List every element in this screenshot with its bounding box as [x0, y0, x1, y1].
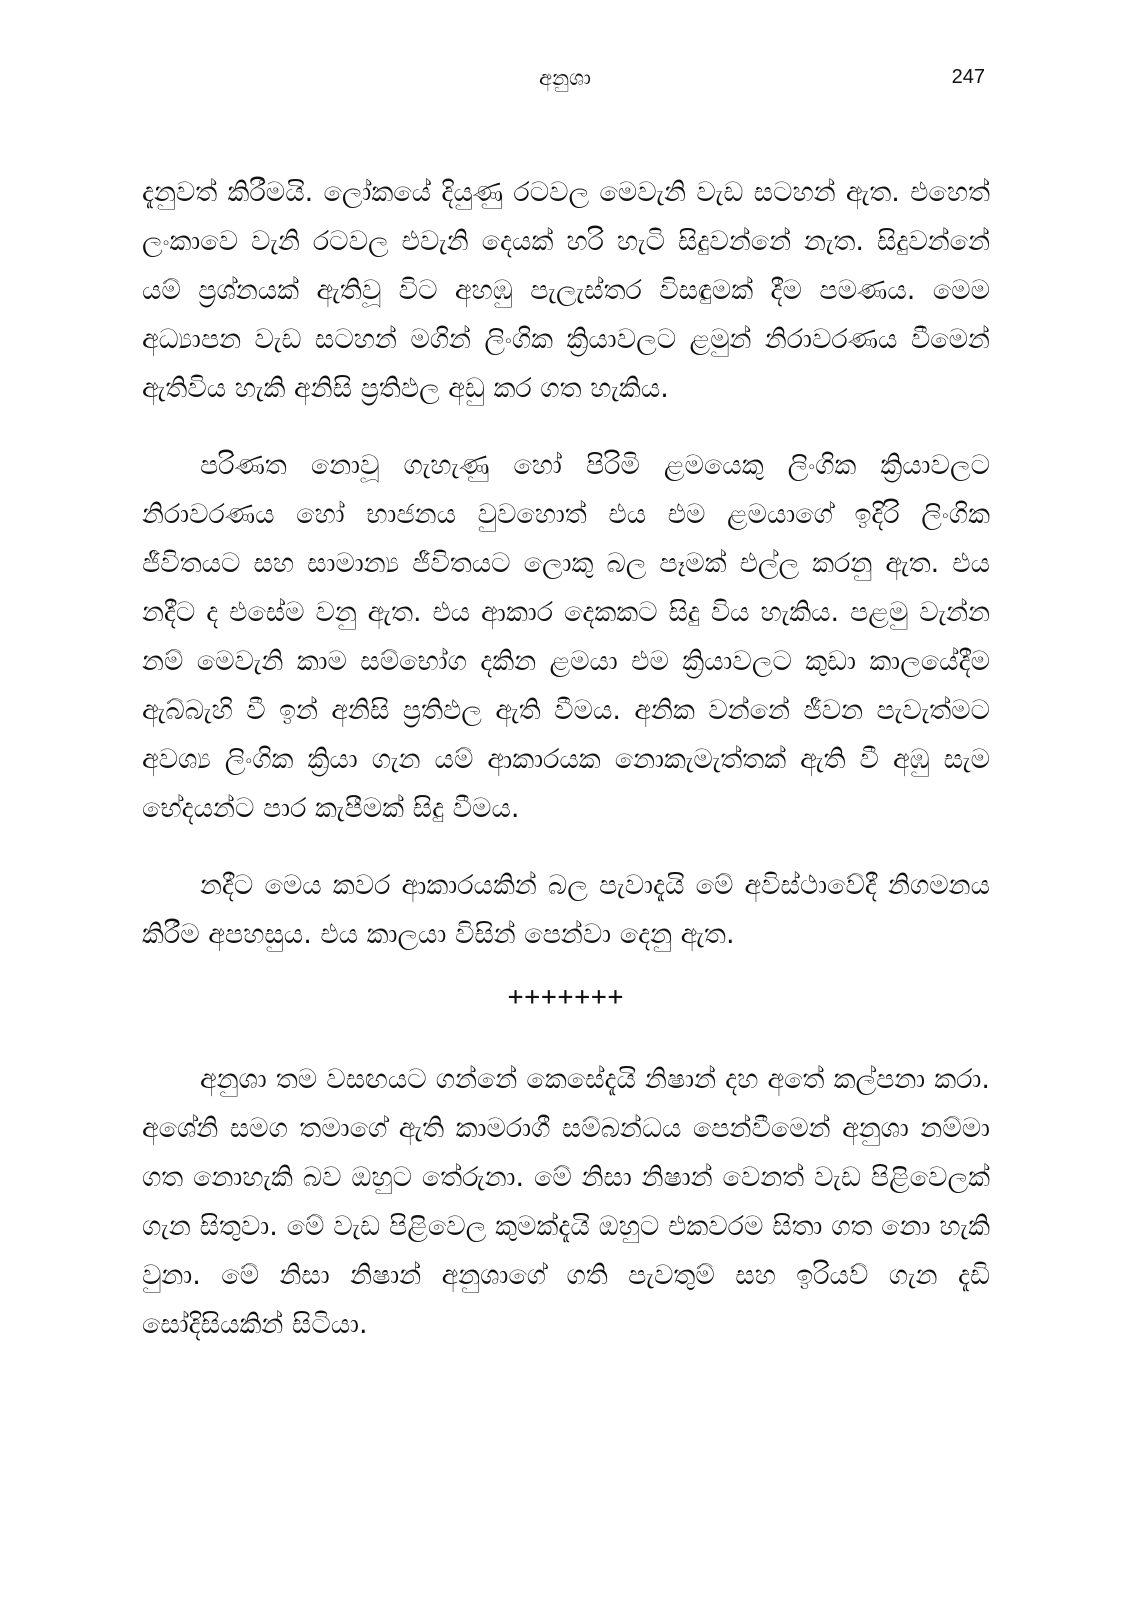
paragraph: දැනුවත් කිරීමයි. ලෝකයේ දියුණු රටවල මෙවැනි වැඩ සටහන් ඇත. එහෙත් ලංකාවෙ වැනි රටවල එවැනි දෙයක් හරි හැටි සිදුවන්නේ නැත. සිදුවන්නේ යම් ප්‍රශ්නයක් ඇතිවූ විට අහඹු පැලැස්තර විසඳුමක් දීම පමණය. මෙම අධ්‍යාපන වැඩ සටහන් මගින් ලිංගික ක්‍රියාවලට ළමුන් නිරාවරණය වීමෙන් ඇතිවිය හැකි අනිසි ප්‍රතිඵල අඩු කර ගත හැකිය. [142, 177, 990, 404]
page-number: 247 [951, 66, 985, 88]
paragraph: නදීට මෙය කවර ආකාරයකින් බල පැවාදැයි මේ අවිස්ථාවේදී නිගමනය කිරීම අපහසුය. එය කාලයා විසින් පෙන්වා දෙනු ඇත. [142, 870, 990, 950]
running-title: අනුශා [539, 66, 591, 90]
page-header [145, 66, 985, 106]
paragraph: පරිණත නොවූ ගැහැණු හෝ පිරිමි ළමයෙකු ලිංගික ක්‍රියාවලට නිරාවරණය හෝ භාජනය වුවහොත් එය එම ළමයාගේ ඉදිරි ලිංගික ජීවිතයට සහ සාමාන්‍ය ජීවිතයට ලොකු බල පෑමක් එල්ල කරනු ඇත. එය නදීට ද එසේම වනු ඇත. එය ආකාර දෙකකට සිදු විය හැකිය. පළමු වැන්න නම් මෙවැනි කාම සම්භෝග දකින ළමයා එම ක්‍රියාවලට කුඩා කාලයේදීම ඇබ්බැහි වී ඉන් අනිසි ප්‍රතිඵල ඇති වීමය. අනික වන්නේ ජීවන පැවැත්මට අවශ්‍ය ලිංගික ක්‍රියා ගැන යම් ආකාරයක නොකැමැත්තක් ඇති වී අඹු සැම භේදයන්ට පාර කැපීමක් සිදු වීමය. [142, 450, 990, 824]
paragraph: අනුශා තම වසඟයට ගන්නේ කෙසේදැයි නිෂාන් දහ අතේ කල්පනා කරා. අශේනි සමග තමාගේ ඇති කාමරාගී සම්බන්ධය පෙන්වීමෙන් අනුශා නම්මා ගත නොහැකි බව ඔහුට තේරුනා. මේ නිසා නිෂාන් වෙනත් වැඩ පිළිවෙලක් ගැන සිතුවා. මේ වැඩ පිළිවෙල කුමක්දැයි ඔහුට එකවරම සිතා ගත නො හැකි වුනා. මේ නිසා නිෂාන් අනුශාගේ ගති පැවතුම් සහ ඉරියව් ගැන දැඩි සෝදිසියකින් සිටියා. [142, 1064, 990, 1340]
section-separator: +++++++ [507, 982, 625, 1012]
body-text [142, 168, 990, 1377]
